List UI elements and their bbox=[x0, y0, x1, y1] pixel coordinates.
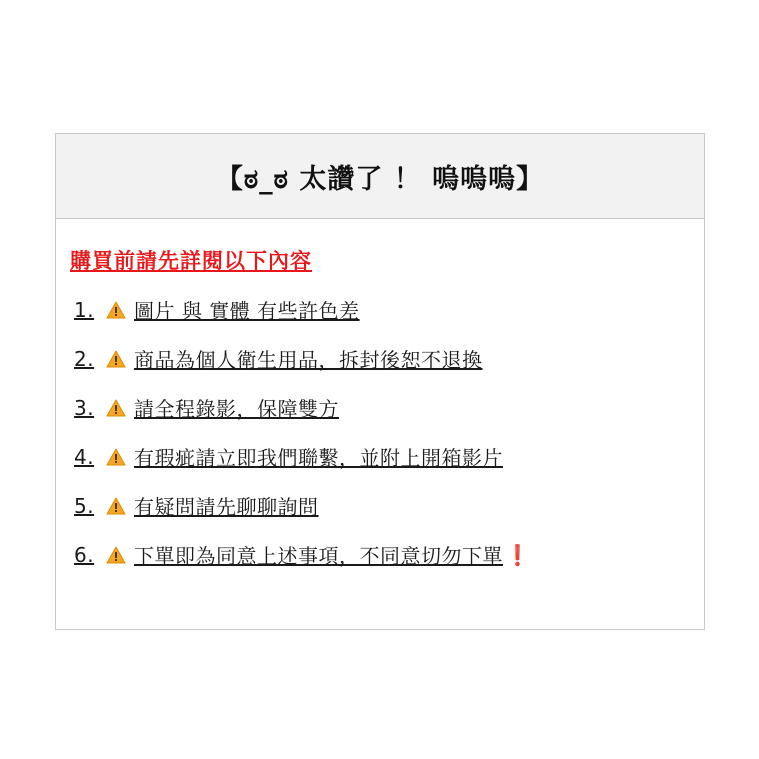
rule-text: 有瑕疵請立即我們聯繫，並附上開箱影片 bbox=[134, 446, 503, 470]
warning-icon bbox=[106, 497, 126, 515]
rule-number: 3. bbox=[74, 395, 95, 420]
list-item bbox=[56, 481, 704, 530]
warning-icon bbox=[106, 546, 126, 564]
card-title: 【ಠ_ಠ 太讚了 ！ 嗚嗚嗚】 bbox=[215, 163, 545, 195]
list-item bbox=[56, 432, 704, 481]
rule-number: 6. bbox=[74, 542, 95, 567]
warning-icon bbox=[106, 448, 126, 466]
warning-icon bbox=[106, 399, 126, 417]
rule-text: 下單即為同意上述事項，不同意切勿下單 bbox=[134, 544, 503, 568]
exclamation-icon: ❗ bbox=[505, 542, 531, 567]
rule-text: 有疑問請先聊聊詢問 bbox=[134, 495, 319, 519]
rule-number: 2. bbox=[74, 346, 95, 371]
warning-icon bbox=[106, 350, 126, 368]
notice-card bbox=[55, 133, 705, 630]
notice-heading: 購買前請先詳閱以下內容 bbox=[70, 249, 312, 273]
list-item bbox=[56, 285, 704, 334]
rule-text: 商品為個人衛生用品，拆封後恕不退換 bbox=[134, 348, 483, 372]
list-item bbox=[56, 334, 704, 383]
list-item bbox=[56, 383, 704, 432]
rule-text: 請全程錄影，保障雙方 bbox=[134, 397, 339, 421]
rules-list bbox=[56, 285, 704, 579]
card-header bbox=[56, 134, 704, 219]
list-item bbox=[56, 530, 704, 579]
rule-number: 5. bbox=[74, 493, 95, 518]
warning-icon bbox=[106, 301, 126, 319]
rule-number: 4. bbox=[74, 444, 95, 469]
card-body bbox=[56, 219, 704, 579]
rule-number: 1. bbox=[74, 297, 95, 322]
rule-text: 圖片 與 實體 有些許色差 bbox=[134, 299, 360, 323]
